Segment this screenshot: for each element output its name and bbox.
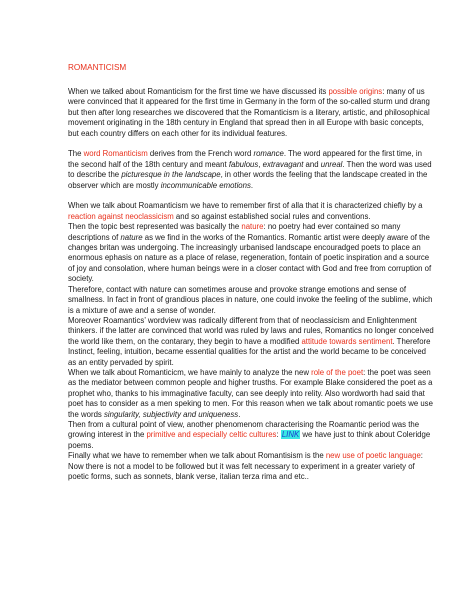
- document-title: ROMANTICISM: [68, 63, 127, 72]
- text-run: :: [276, 430, 281, 440]
- italic-run: romance: [253, 149, 284, 159]
- text-run: ,: [258, 159, 263, 169]
- text-run: , in other words the feeling that the landscape created in the observer which are mostly: [68, 170, 428, 190]
- text-run: .: [250, 180, 254, 190]
- paragraph-neoclassicism: [68, 201, 434, 222]
- italic-run: singularity, subjectivity and uniqueness: [103, 409, 239, 419]
- text-run: When we talked about Romanticism for the first time we have discussed its: [68, 87, 329, 96]
- paragraph-poetic-language: [68, 451, 434, 482]
- highlight-primitive-celtic: primitive and especially celtic cultures: [146, 430, 277, 440]
- text-run: as we find in the works of the Romantics. Romantic artist were deeply aware of the changes britan was undergoing. The increasingly urbanised landscape encouradged poets to place an enormous ephasis on nature as a place of relase, regeneration, fontain of poetic inspiration and a source of joy and consolation, where human beings were in a closer contact with God and free from corruption of society.: [68, 232, 432, 284]
- text-run: When we talk about Roamanticism we have to remember first of alla that it is characterized chiefly by a: [68, 201, 423, 211]
- text-run: When we talk about Romanticicm, we have mainly to analyze the new: [68, 367, 312, 377]
- text-run: and: [303, 159, 321, 169]
- paragraph-celtic-cultures: [68, 420, 434, 451]
- paragraph-role-of-poet: [68, 368, 434, 420]
- text-run: Moreover Roamantics’ wordview was radically different from that of neoclassicism and Enlightenment thinkers. if the latter are convinced that world was ruled by laws and rules, Romantics no longer conceived the world like them, on the contarary, they begin to have a modified: [68, 315, 434, 346]
- highlight-reaction-neoclassicism: reaction against neoclassicism: [68, 211, 174, 221]
- highlight-role-of-poet: role of the poet: [311, 367, 364, 377]
- text-run: . Therefore Instinct, feeling, intuition, became essential qualities for the artist and the world became to be conceived as an entity pervaded by spirit.: [68, 336, 431, 367]
- italic-run: nature: [120, 232, 143, 242]
- italic-run: incommunicable emotions: [160, 180, 251, 190]
- italic-run: extravagant: [262, 159, 304, 169]
- text-run: . Then the word was used to describe the: [68, 159, 432, 180]
- text-run: : Now there is not a model to be followed but it was felt necessary to experiment in a greater variety of poetic forms, such as sonnets, blank verse, italian terza rima and etc..: [68, 451, 423, 481]
- text-run: : no poetry had ever contained so many descriptions of: [68, 222, 401, 242]
- paragraph-word-romanticism: [68, 149, 434, 191]
- text-run: Then the topic best represented was basically the: [68, 222, 242, 232]
- text-run: . The word appeared for the first time, in the second half of the 18th century and meant: [68, 149, 422, 169]
- text-run: The: [68, 149, 84, 159]
- paragraph-wordview: [68, 316, 434, 368]
- paragraph-nature: [68, 222, 434, 284]
- text-run: we have just to think about Coleridge poems.: [68, 430, 431, 450]
- link-highlight[interactable]: LINK: [281, 430, 300, 440]
- text-run: Then from a cultural point of view, another phenomenom characterising the Roamantic period was the growing interest in the: [68, 419, 420, 440]
- highlight-attitude-sentiment: attitude towards sentiment: [301, 336, 393, 346]
- italic-run: unreal: [320, 159, 343, 169]
- text-run: Finally what we have to remember when we talk about Romantisism is the: [68, 451, 326, 461]
- text-run: derives from the French word: [147, 149, 254, 159]
- italic-run: picturesque in the landscape: [121, 170, 221, 180]
- highlight-nature: nature: [241, 222, 264, 232]
- text-run: : many of us were convinced that it appeared for the first time in Germany in the form of the so-called sturm und drang but then after long researches we discovered that the Romanticism is a literary, artistic, and philosophical movement originating in the 18th century in England that spread then in all Europe with basic concepts, but each country differs on each other for its individual features.: [68, 87, 430, 138]
- text-run: and so against established social rules and conventions.: [173, 211, 371, 221]
- highlight-possible-origins: possible origins: [328, 87, 383, 96]
- paragraph-origins: [68, 87, 434, 139]
- paragraph-sublime: Therefore, contact with nature can sometimes arouse and provoke strange emotions and sense of smallness. In fact in front of grandious places in nature, one could invoke the feeling of the sublime, which is a mixture of awe and a sense of wonder.: [68, 284, 433, 315]
- highlight-word-romanticism: word Romanticism: [83, 149, 148, 159]
- text-run: .: [238, 409, 241, 419]
- italic-run: fabulous: [228, 159, 259, 169]
- text-run: : the poet was seen as the mediator between common people and higher trusths. For example Blake considered the poet as a prophet who, thanks to his immaginative faculty, can see deeply into relity. Also wordworth had said that poet has to consider as a men speking to men. For this reason when we talk about romantic poets we use the words: [68, 367, 433, 419]
- highlight-poetic-language: new use of poetic language: [325, 451, 421, 461]
